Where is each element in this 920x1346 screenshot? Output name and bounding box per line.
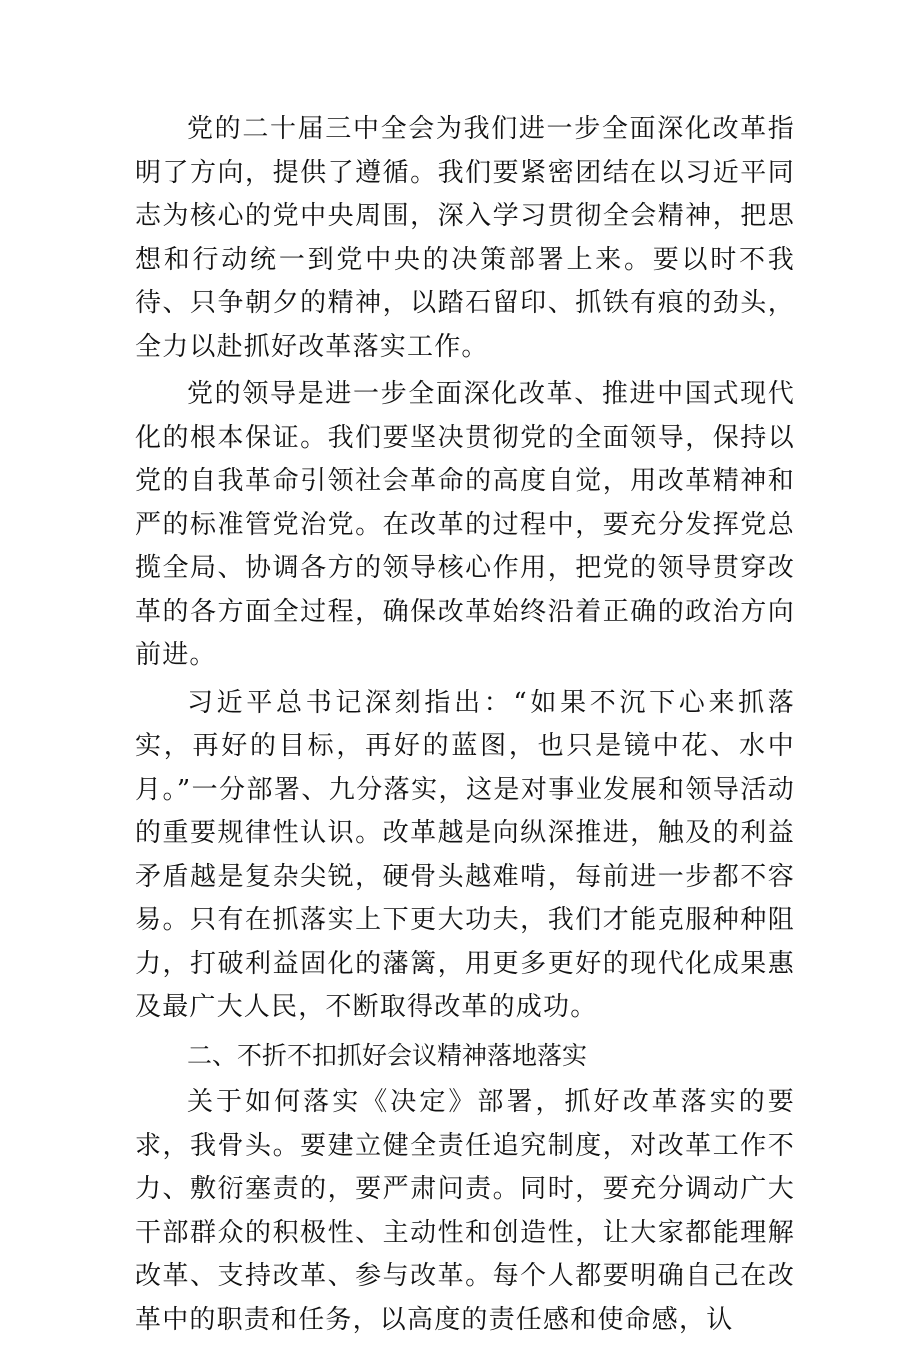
paragraph-party-leadership: 党的领导是进一步全面深化改革、推进中国式现代化的根本保证。我们要坚决贯彻党的全面领导，保持以党的自我革命引领社会革命的高度自觉，用改革精神和严的标准管党治党。在改革的过程中，要充分发挥党总揽全局、协调各方的领导核心作用，把党的领导贯穿改革的各方面全过程，确保改革始终沿着正确的政治方向前进。 xyxy=(135,379,795,670)
section-heading: 二、不折不扣抓好会议精神落地落实 xyxy=(187,1040,588,1070)
paragraph-reform-direction: 党的二十届三中全会为我们进一步全面深化改革指明了方向，提供了遵循。我们要紧密团结在以习近平同志为核心的党中央周围，深入学习贯彻全会精神，把思想和行动统一到党中央的决策部署上来。要以时不我待、只争朝夕的精神，以踏石留印、抓铁有痕的劲头，全力以赴抓好改革落实工作。 xyxy=(135,114,795,362)
paragraph-accountability: 关于如何落实《决定》部署，抓好改革落实的要求，我骨头。要建立健全责任追究制度，对改革工作不力、敷衍塞责的，要严肃问责。同时，要充分调动广大干部群众的积极性、主动性和创造性，让大家都能理解改革、支持改革、参与改革。每个人都要明确自己在改革中的职责和任务，以高度的责任感和使命感，认 xyxy=(135,1087,795,1335)
paragraph-implementation-quote: 习近平总书记深刻指出：“如果不沉下心来抓落实，再好的目标，再好的蓝图，也只是镜中花、水中月。”一分部署、九分落实，这是对事业发展和领导活动的重要规律性认识。改革越是向纵深推进，触及的利益矛盾越是复杂尖锐，硬骨头越难啃，每前进一步都不容易。只有在抓落实上下更大功夫，我们才能克服种种阻力，打破利益固化的藩篱，用更多更好的现代化成果惠及最广大人民，不断取得改革的成功。 xyxy=(135,687,795,1022)
document-body xyxy=(135,108,795,1346)
